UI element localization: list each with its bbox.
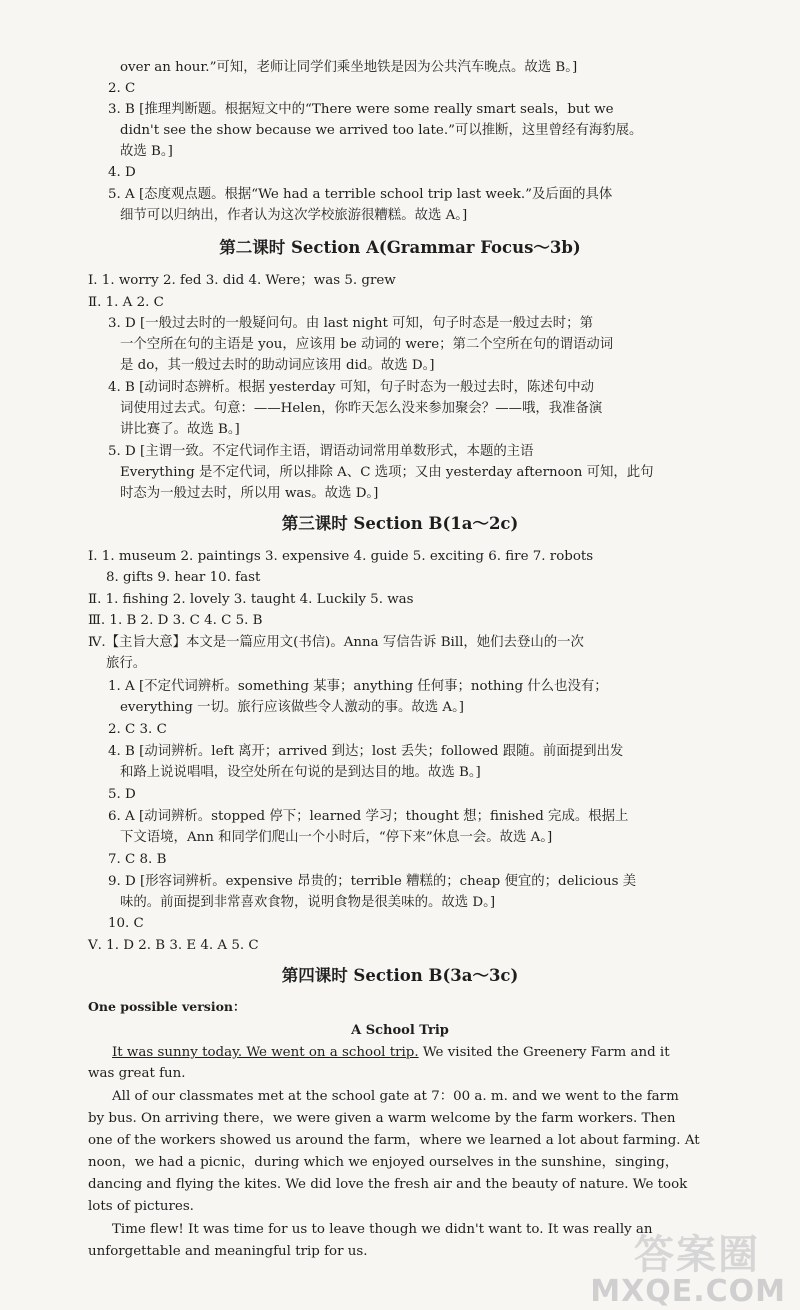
essay-title: A School Trip	[351, 1023, 449, 1038]
answer-row: Ⅴ. 1. D 2. B 3. E 4. A 5. C	[88, 938, 259, 953]
answer-item: 5. D	[108, 787, 136, 802]
text-line: over an hour.”可知，老师让同学们乘坐地铁是因为公共汽车晚点。故选 B。]	[120, 60, 578, 75]
essay-line: dancing and flying the kites. We did love the fresh air and the beauty of nature. We took	[88, 1177, 688, 1192]
answer-item: 2. C	[108, 81, 136, 96]
text-line: 故选 B。]	[120, 144, 173, 159]
text-line: 词使用过去式。句意：——Helen，你昨天怎么没来参加聚会？——哦，我准备演	[120, 401, 603, 416]
version-label: One possible version：	[88, 999, 246, 1014]
answer-item: 1. A [不定代词辨析。something 某事；anything 任何事；nothing 什么也没有；	[108, 679, 608, 694]
essay-line: unforgettable and meaningful trip for us.	[88, 1244, 368, 1259]
text-line: 是 do，其一般过去时的助动词应该用 did。故选 D。]	[120, 358, 435, 373]
answer-item: 4. D	[108, 165, 136, 180]
answer-item: 3. B [推理判断题。根据短文中的“There were some really smart seals，but we	[108, 102, 614, 117]
essay-line: lots of pictures.	[88, 1199, 194, 1214]
answer-item: 9. D [形容词辨析。expensive 昂贵的；terrible 糟糕的；cheap 便宜的；delicious 美	[108, 874, 637, 889]
answer-item: 2. C 3. C	[108, 722, 167, 737]
essay-line: Time flew! It was time for us to leave though we didn't want to. It was really an	[112, 1222, 653, 1237]
summary-line: Ⅳ.【主旨大意】本文是一篇应用文(书信)。Anna 写信告诉 Bill，她们去登山的一次	[88, 635, 584, 650]
section-heading: 第二课时 Section A(Grammar Focus～3b)	[219, 238, 581, 257]
text-line: 讲比赛了。故选 B。]	[120, 422, 240, 437]
answer-item: 4. B [动词时态辨析。根据 yesterday 可知，句子时态为一般过去时，陈述句中动	[108, 380, 594, 395]
answer-row: 8. gifts 9. hear 10. fast	[106, 570, 261, 585]
text-line: everything 一切。旅行应该做些令人激动的事。故选 A。]	[120, 700, 464, 715]
underlined-sentence: It was sunny today. We went on a school trip.	[112, 1045, 419, 1060]
watermark-logo: 答案圈	[634, 1232, 760, 1278]
answer-item: 6. A [动词辨析。stopped 停下；learned 学习；thought 想；finished 完成。根据上	[108, 809, 629, 824]
text-line: 下文语境，Ann 和同学们爬山一个小时后，“停下来”休息一会。故选 A。]	[120, 830, 553, 845]
section-heading: 第四课时 Section B(3a～3c)	[281, 966, 519, 985]
essay-line: one of the workers showed us around the farm，where we learned a lot about farming. At	[88, 1133, 700, 1148]
answer-item: 5. A [态度观点题。根据“We had a terrible school trip last week.”及后面的具体	[108, 187, 613, 202]
essay-line: by bus. On arriving there，we were given a warm welcome by the farm workers. Then	[88, 1111, 676, 1126]
essay-line	[112, 1042, 762, 1063]
text-line: 时态为一般过去时，所以用 was。故选 D。]	[120, 486, 379, 501]
text-line: 味的。前面提到非常喜欢食物，说明食物是很美味的。故选 D。]	[120, 895, 496, 910]
text-line: 旅行。	[106, 656, 147, 671]
answer-row: Ⅲ. 1. B 2. D 3. C 4. C 5. B	[88, 613, 263, 628]
text-line: 细节可以归纳出，作者认为这次学校旅游很糟糕。故选 A。]	[120, 208, 468, 223]
answer-item: 3. D [一般过去时的一般疑问句。由 last night 可知，句子时态是一般过去时；第	[108, 316, 593, 331]
answer-item: 5. D [主谓一致。不定代词作主语，谓语动词常用单数形式，本题的主语	[108, 444, 534, 459]
essay-text: We visited the Greenery Farm and it	[418, 1045, 670, 1060]
text-line: 一个空所在句的主语是 you，应该用 be 动词的 were；第二个空所在句的谓语动词	[120, 337, 614, 352]
text-line: didn't see the show because we arrived too late.”可以推断，这里曾经有海豹展。	[120, 123, 643, 138]
answer-row: Ⅰ. 1. worry 2. fed 3. did 4. Were；was 5. grew	[88, 273, 396, 288]
essay-line: was great fun.	[88, 1066, 186, 1081]
answer-item: 4. B [动词辨析。left 离开；arrived 到达；lost 丢失；followed 跟随。前面提到出发	[108, 744, 624, 759]
text-line: 和路上说说唱唱，设空处所在句说的是到达目的地。故选 B。]	[120, 765, 481, 780]
answer-item: 10. C	[108, 916, 144, 931]
essay-line: noon，we had a picnic，during which we enjoyed ourselves in the sunshine，singing，	[88, 1155, 679, 1170]
answer-row: Ⅱ. 1. fishing 2. lovely 3. taught 4. Luckily 5. was	[88, 592, 414, 607]
watermark-url: MXQE.COM	[590, 1274, 786, 1309]
answer-row: Ⅰ. 1. museum 2. paintings 3. expensive 4. guide 5. exciting 6. fire 7. robots	[88, 549, 594, 564]
section-heading: 第三课时 Section B(1a～2c)	[281, 514, 519, 533]
text-line: Everything 是不定代词，所以排除 A、C 选项；又由 yesterday afternoon 可知，此句	[120, 465, 654, 480]
essay-line: All of our classmates met at the school gate at 7：00 a. m. and we went to the farm	[112, 1089, 679, 1104]
answer-row: Ⅱ. 1. A 2. C	[88, 295, 164, 310]
answer-item: 7. C 8. B	[108, 852, 167, 867]
